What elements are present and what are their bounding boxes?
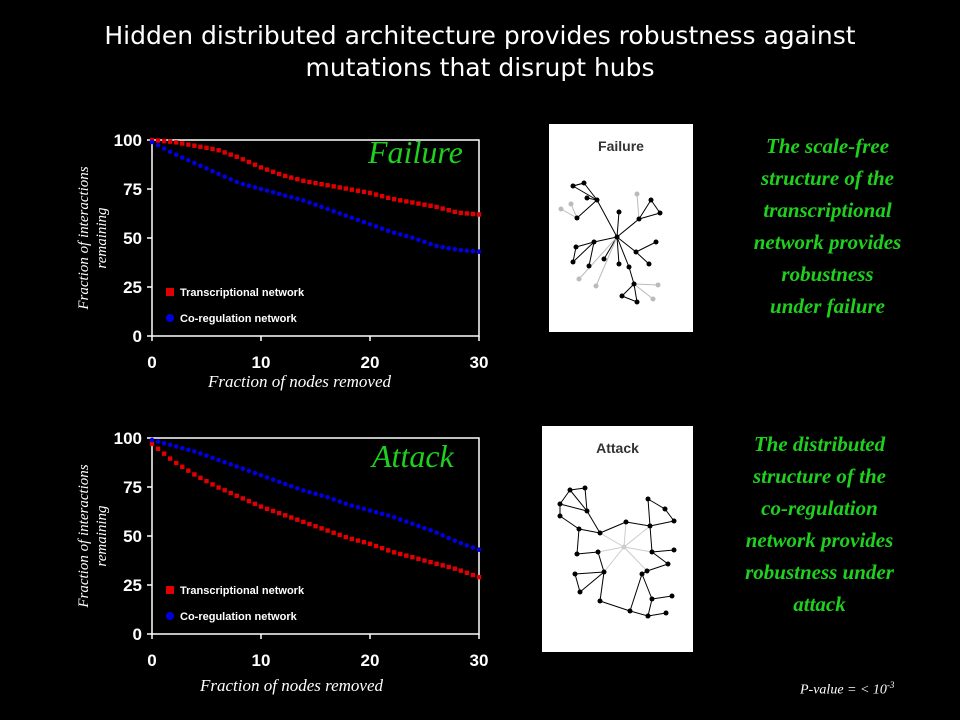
slide-title xyxy=(40,20,920,84)
attack-point xyxy=(307,522,311,526)
failure-point xyxy=(465,248,470,253)
failure-chart-ylabel xyxy=(75,143,111,333)
failure-point xyxy=(313,181,317,185)
attack-point xyxy=(313,524,317,528)
failure-point xyxy=(392,230,397,235)
attack-xtick-label: 0 xyxy=(147,651,157,670)
failure-desc-line: network provides xyxy=(753,230,902,254)
failure-point xyxy=(434,205,438,209)
failure-point xyxy=(210,169,215,174)
attack-ytick-label: 100 xyxy=(113,429,142,448)
failure-point xyxy=(228,177,233,182)
failure-point xyxy=(350,215,355,220)
attack-point xyxy=(380,511,385,516)
failure-point xyxy=(174,153,179,158)
failure-point xyxy=(174,140,178,144)
attack-point xyxy=(186,468,190,472)
attack-point xyxy=(235,494,239,498)
failure-point xyxy=(410,235,415,240)
attack-point xyxy=(295,486,300,491)
failure-point xyxy=(477,212,481,216)
failure-point xyxy=(241,157,245,161)
attack-point xyxy=(368,508,373,513)
failure-point xyxy=(453,210,457,214)
failure-point xyxy=(204,166,209,171)
failure-panel-title: Failure xyxy=(368,134,463,170)
failure-point xyxy=(265,188,270,193)
attack-point xyxy=(277,511,281,515)
attack-point xyxy=(222,488,226,492)
failure-point xyxy=(319,182,323,186)
attack-chart-xlabel: Fraction of nodes removed xyxy=(200,676,384,695)
attack-point xyxy=(150,442,154,446)
attack-legend-marker xyxy=(166,612,174,620)
attack-point xyxy=(422,558,426,562)
attack-point xyxy=(301,520,305,524)
failure-point xyxy=(180,141,184,145)
attack-point xyxy=(338,533,342,537)
failure-point xyxy=(235,155,239,159)
failure-point xyxy=(459,248,464,253)
failure-point xyxy=(259,165,263,169)
attack-point xyxy=(283,482,288,487)
failure-point xyxy=(404,234,409,239)
attack-point xyxy=(247,499,251,503)
failure-description xyxy=(715,130,940,322)
failure-legend-label: Transcriptional network xyxy=(180,287,305,299)
attack-point xyxy=(368,542,372,546)
attack-point xyxy=(374,510,379,515)
attack-point xyxy=(265,507,269,511)
attack-point xyxy=(289,515,293,519)
attack-point xyxy=(440,563,444,567)
failure-desc-line: structure of the xyxy=(760,166,894,190)
attack-point xyxy=(192,449,197,454)
attack-point xyxy=(204,479,208,483)
attack-point xyxy=(162,441,167,446)
attack-point xyxy=(216,485,220,489)
failure-network-graph xyxy=(549,124,693,332)
attack-point xyxy=(465,543,470,548)
attack-point xyxy=(283,513,287,517)
attack-point xyxy=(253,471,258,476)
failure-point xyxy=(216,148,220,152)
failure-desc-line: under failure xyxy=(770,294,885,318)
failure-point xyxy=(404,199,408,203)
failure-ytick-label: 25 xyxy=(123,278,142,297)
attack-point xyxy=(168,456,172,460)
p-value-exponent: -3 xyxy=(886,680,895,690)
failure-point xyxy=(234,180,239,185)
attack-point xyxy=(186,447,191,452)
failure-point xyxy=(434,244,439,249)
failure-legend-marker xyxy=(166,314,174,322)
p-value-note xyxy=(800,680,894,699)
failure-point xyxy=(380,194,384,198)
attack-point xyxy=(477,575,481,579)
failure-point xyxy=(428,204,432,208)
attack-point xyxy=(344,535,348,539)
attack-ytick-label: 0 xyxy=(132,625,142,644)
slide-title-line-1: Hidden distributed architecture provides robustness against xyxy=(104,21,856,50)
attack-point xyxy=(174,444,179,449)
attack-point xyxy=(259,504,263,508)
failure-ytick-label: 75 xyxy=(123,180,142,199)
attack-point xyxy=(422,526,427,531)
attack-description xyxy=(707,428,932,620)
attack-desc-line: co-regulation xyxy=(761,496,878,520)
attack-point xyxy=(198,451,203,456)
attack-point xyxy=(162,451,166,455)
attack-point xyxy=(440,533,445,538)
attack-point xyxy=(404,519,409,524)
failure-point xyxy=(295,197,300,202)
attack-point xyxy=(404,553,408,557)
attack-point xyxy=(234,464,239,469)
attack-legend-label: Co-regulation network xyxy=(180,611,297,623)
failure-point xyxy=(162,146,167,151)
failure-point xyxy=(283,174,287,178)
failure-xtick-label: 20 xyxy=(360,353,380,372)
failure-point xyxy=(156,143,161,148)
failure-network-label: Failure xyxy=(598,138,644,154)
failure-point xyxy=(247,183,252,188)
attack-point xyxy=(156,439,161,444)
attack-xtick-label: 10 xyxy=(251,651,271,670)
attack-point xyxy=(459,541,464,546)
attack-point xyxy=(319,526,323,530)
failure-point xyxy=(180,155,185,160)
attack-point xyxy=(229,491,233,495)
attack-point xyxy=(447,565,451,569)
failure-point xyxy=(241,182,246,187)
attack-point xyxy=(210,482,214,486)
attack-point xyxy=(277,479,282,484)
attack-point xyxy=(356,505,361,510)
attack-chart-ylabel xyxy=(75,441,111,631)
attack-point xyxy=(301,488,306,493)
attack-point xyxy=(428,528,433,533)
failure-point xyxy=(186,158,191,163)
attack-point xyxy=(247,469,252,474)
failure-point xyxy=(204,146,208,150)
attack-point xyxy=(337,499,342,504)
attack-point xyxy=(374,544,378,548)
failure-point xyxy=(362,190,366,194)
attack-point xyxy=(289,484,294,489)
attack-point xyxy=(477,547,482,552)
attack-xtick-label: 30 xyxy=(469,651,489,670)
failure-point xyxy=(465,211,469,215)
attack-point xyxy=(362,507,367,512)
attack-point xyxy=(434,530,439,535)
failure-ylabel-text: Fraction of interactions remaining xyxy=(76,166,110,310)
failure-point xyxy=(168,139,172,143)
failure-point xyxy=(156,138,160,142)
failure-point xyxy=(422,202,426,206)
attack-ytick-label: 25 xyxy=(123,576,142,595)
failure-point xyxy=(186,142,190,146)
attack-point xyxy=(319,493,324,498)
attack-point xyxy=(228,462,233,467)
failure-point xyxy=(398,198,402,202)
attack-point xyxy=(271,477,276,482)
failure-point xyxy=(295,177,299,181)
failure-xtick-label: 10 xyxy=(251,353,271,372)
failure-point xyxy=(192,161,197,166)
attack-point xyxy=(150,438,155,443)
failure-point xyxy=(289,195,294,200)
failure-point xyxy=(368,222,373,227)
attack-network-graph xyxy=(542,426,693,652)
attack-point xyxy=(428,560,432,564)
failure-point xyxy=(265,167,269,171)
failure-point xyxy=(331,209,336,214)
attack-point xyxy=(465,571,469,575)
attack-point xyxy=(453,566,457,570)
attack-desc-line: robustness under xyxy=(745,560,894,584)
failure-point xyxy=(319,205,324,210)
attack-point xyxy=(216,458,221,463)
failure-point xyxy=(343,213,348,218)
attack-point xyxy=(295,517,299,521)
attack-point xyxy=(204,453,209,458)
failure-legend-marker xyxy=(166,288,174,296)
failure-point xyxy=(210,147,214,151)
attack-network-diagram xyxy=(542,426,693,652)
failure-point xyxy=(350,187,354,191)
attack-point xyxy=(253,502,257,506)
failure-xtick-label: 30 xyxy=(469,353,489,372)
attack-point xyxy=(471,545,476,550)
attack-desc-line: structure of the xyxy=(752,464,886,488)
attack-point xyxy=(398,517,403,522)
attack-point xyxy=(350,503,355,508)
attack-point xyxy=(174,461,178,465)
failure-point xyxy=(277,172,281,176)
failure-point xyxy=(198,163,203,168)
failure-point xyxy=(477,249,482,254)
attack-point xyxy=(265,475,270,480)
failure-point xyxy=(410,200,414,204)
attack-point xyxy=(356,538,360,542)
failure-point xyxy=(459,211,463,215)
failure-point xyxy=(362,220,367,225)
failure-ytick-label: 100 xyxy=(113,131,142,150)
failure-point xyxy=(222,174,227,179)
attack-ytick-label: 75 xyxy=(123,478,142,497)
attack-point xyxy=(434,562,438,566)
attack-point xyxy=(271,509,275,513)
attack-point xyxy=(392,550,396,554)
failure-point xyxy=(356,189,360,193)
failure-point xyxy=(301,179,305,183)
failure-point xyxy=(253,185,258,190)
attack-point xyxy=(446,536,451,541)
attack-panel-title: Attack xyxy=(372,438,454,474)
failure-point xyxy=(168,149,173,154)
failure-point xyxy=(162,139,166,143)
failure-point xyxy=(229,152,233,156)
attack-point xyxy=(325,528,329,532)
failure-point xyxy=(198,145,202,149)
failure-chart-xlabel: Fraction of nodes removed xyxy=(208,372,392,391)
failure-desc-line: The scale-free xyxy=(765,134,890,158)
attack-point xyxy=(241,466,246,471)
failure-point xyxy=(253,163,257,167)
attack-xtick-label: 20 xyxy=(360,651,380,670)
failure-point xyxy=(368,191,372,195)
failure-point xyxy=(471,212,475,216)
failure-point xyxy=(271,190,276,195)
failure-point xyxy=(416,201,420,205)
attack-point xyxy=(156,447,160,451)
attack-point xyxy=(386,513,391,518)
failure-point xyxy=(374,224,379,229)
failure-point xyxy=(313,202,318,207)
attack-point xyxy=(259,473,264,478)
failure-point xyxy=(271,170,275,174)
failure-point xyxy=(150,140,155,145)
failure-point xyxy=(471,249,476,254)
failure-point xyxy=(325,207,330,212)
attack-point xyxy=(362,540,366,544)
attack-point xyxy=(222,460,227,465)
attack-point xyxy=(410,555,414,559)
attack-point xyxy=(459,568,463,572)
attack-point xyxy=(180,446,185,451)
attack-point xyxy=(307,490,312,495)
failure-point xyxy=(301,198,306,203)
attack-point xyxy=(241,496,245,500)
failure-point xyxy=(447,208,451,212)
failure-point xyxy=(247,160,251,164)
failure-point xyxy=(344,186,348,190)
failure-point xyxy=(338,185,342,189)
failure-point xyxy=(422,240,427,245)
attack-point xyxy=(331,497,336,502)
failure-ytick-label: 50 xyxy=(123,229,142,248)
failure-legend-label: Co-regulation network xyxy=(180,313,297,325)
attack-point xyxy=(325,495,330,500)
attack-network-label: Attack xyxy=(596,440,639,456)
attack-point xyxy=(398,552,402,556)
failure-xtick-label: 0 xyxy=(147,353,157,372)
failure-point xyxy=(452,247,457,252)
attack-desc-line: attack xyxy=(793,592,846,616)
p-value-text: P-value = < 10 xyxy=(800,682,887,698)
failure-point xyxy=(392,197,396,201)
attack-point xyxy=(416,557,420,561)
attack-point xyxy=(210,456,215,461)
attack-ytick-label: 50 xyxy=(123,527,142,546)
failure-point xyxy=(386,196,390,200)
attack-point xyxy=(168,443,173,448)
attack-point xyxy=(343,501,348,506)
failure-point xyxy=(398,232,403,237)
failure-point xyxy=(307,200,312,205)
attack-point xyxy=(198,476,202,480)
attack-point xyxy=(350,537,354,541)
attack-point xyxy=(416,524,421,529)
failure-desc-line: robustness xyxy=(781,262,874,286)
failure-point xyxy=(446,246,451,251)
failure-network-diagram xyxy=(549,124,693,332)
attack-point xyxy=(192,472,196,476)
failure-point xyxy=(428,242,433,247)
failure-ytick-label: 0 xyxy=(132,327,142,346)
failure-point xyxy=(356,218,361,223)
failure-point xyxy=(325,183,329,187)
failure-point xyxy=(331,184,335,188)
failure-point xyxy=(283,193,288,198)
attack-point xyxy=(386,548,390,552)
attack-legend-label: Transcriptional network xyxy=(180,585,305,597)
failure-point xyxy=(192,143,196,147)
attack-point xyxy=(313,492,318,497)
attack-desc-line: network provides xyxy=(745,528,894,552)
attack-point xyxy=(410,522,415,527)
failure-point xyxy=(337,211,342,216)
failure-point xyxy=(277,192,282,197)
attack-legend-marker xyxy=(166,586,174,594)
failure-point xyxy=(440,245,445,250)
failure-point xyxy=(386,229,391,234)
attack-point xyxy=(331,531,335,535)
failure-point xyxy=(440,206,444,210)
failure-point xyxy=(307,180,311,184)
failure-desc-line: transcriptional xyxy=(763,198,892,222)
failure-point xyxy=(289,175,293,179)
failure-point xyxy=(222,150,226,154)
failure-point xyxy=(380,226,385,231)
attack-ylabel-text: Fraction of interactions remaining xyxy=(76,464,110,608)
attack-point xyxy=(392,515,397,520)
attack-point xyxy=(380,546,384,550)
attack-point xyxy=(452,538,457,543)
failure-point xyxy=(416,237,421,242)
failure-point xyxy=(259,187,264,192)
slide-title-line-2: mutations that disrupt hubs xyxy=(305,53,655,82)
attack-desc-line: The distributed xyxy=(753,432,886,456)
failure-point xyxy=(374,192,378,196)
attack-point xyxy=(471,573,475,577)
failure-point xyxy=(216,172,221,177)
attack-point xyxy=(180,465,184,469)
